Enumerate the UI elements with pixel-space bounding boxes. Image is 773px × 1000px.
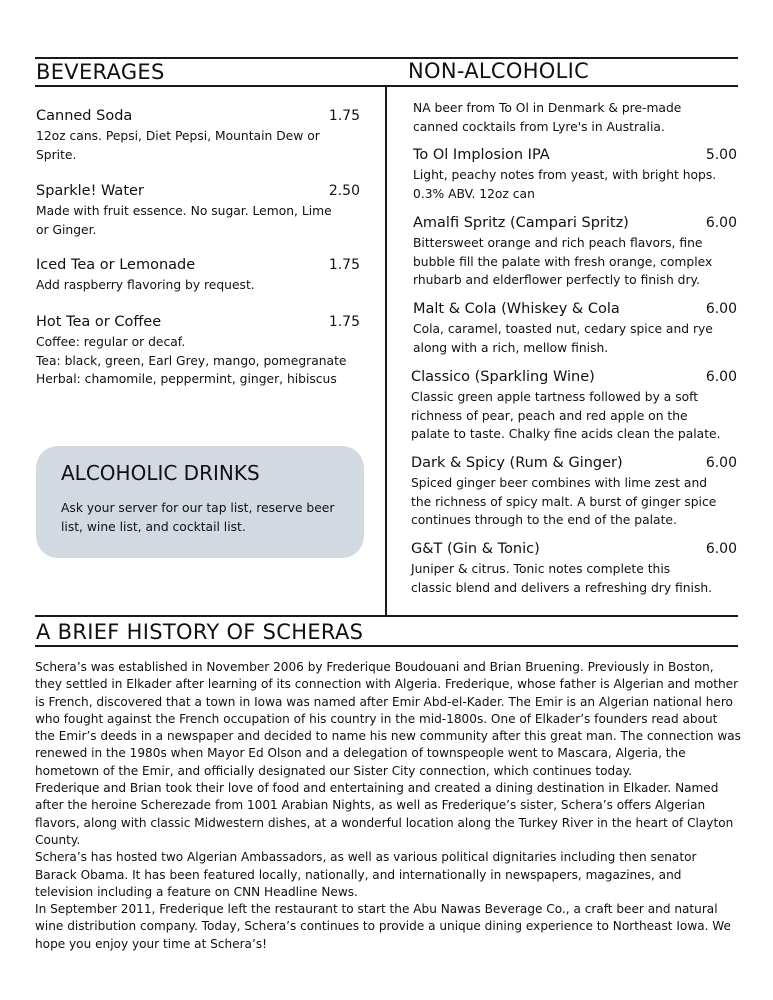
description-line: Sprite. (36, 147, 77, 162)
item-name: To Ol Implosion IPA (413, 147, 550, 163)
history-line: wine distribution company. Today, Schera’s continues to provide a unique dining experience to Northeast Iowa. We (35, 919, 731, 934)
item-name: Canned Soda (36, 108, 133, 124)
description-line: Juniper & citrus. Tonic notes complete this (411, 562, 671, 576)
item-name: Sparkle! Water (36, 183, 144, 199)
description-line: Herbal: chamomile, peppermint, ginger, hibiscus (36, 372, 337, 386)
item-name: Dark & Spicy (Rum & Ginger) (411, 455, 623, 471)
description-line: Made with fruit essence. No sugar. Lemon, Lime (36, 204, 332, 218)
description-line: classic blend and delivers a refreshing dry finish. (411, 580, 713, 595)
item-price: 6.00 (705, 541, 737, 557)
menu-item (36, 108, 360, 164)
item-description (411, 560, 737, 597)
item-price: 6.00 (705, 301, 737, 317)
description-line: Add raspberry flavoring by request. (36, 278, 255, 292)
description-line: palate to taste. Chalky fine acids clean the palate. (411, 427, 721, 441)
history-line: flavors, along with classic Midwestern dishes, at a wonderful location along the Turkey River in the heart of Clayton (35, 815, 734, 830)
description-line: Spiced ginger beer combines with lime zest and (411, 476, 708, 490)
description-line: Tea: black, green, Earl Grey, mango, pomegranate (36, 353, 347, 368)
history-line: after the heroine Scherezade from 1001 Arabian Nights, as well as Frederique’s sister, Schera’s offers Algerian (35, 798, 706, 813)
history-line: In September 2011, Frederique left the restaurant to start the Abu Nawas Beverage Co., a craft beer and natural (35, 902, 718, 917)
item-price: 6.00 (705, 215, 737, 231)
item-name: G&T (Gin & Tonic) (411, 541, 540, 557)
menu-item (413, 301, 737, 357)
description-line: Cola, caramel, toasted nut, cedary spice and rye (413, 322, 713, 336)
description-line: rhubarb and elderflower perfectly to finish dry. (413, 273, 700, 287)
menu-item (411, 541, 737, 597)
history-line: television including a feature on CNN Headline News. (35, 884, 358, 899)
history-title: A BRIEF HISTORY OF SCHERAS (36, 620, 364, 644)
column-divider (385, 86, 387, 616)
item-price: 1.75 (328, 314, 360, 330)
menu-item (411, 369, 737, 444)
description-line: Coffee: regular or decaf. (36, 335, 186, 349)
item-price: 6.00 (705, 369, 737, 385)
alcoholic-drinks-text (61, 499, 334, 536)
item-price: 2.50 (328, 183, 360, 199)
item-description (36, 202, 360, 239)
item-price: 6.00 (705, 455, 737, 471)
history-line: Schera’s was established in November 2006 by Frederique Boudouani and Brian Bruening. Previously in Boston, (35, 660, 714, 674)
history-line: Frederique and Brian took their love of food and entertaining and created a dining destination in Elkader. Named (35, 781, 719, 796)
item-description (36, 127, 360, 164)
item-description (36, 333, 360, 389)
history-line: is French, discovered that a town in Iowa was named after Emir Abd-el-Kader. The Emir is an Algerian national hero (35, 694, 733, 709)
description-line: Classic green apple tartness followed by a soft (411, 390, 699, 404)
menu-item (413, 147, 737, 203)
description-line: Bittersweet orange and rich peach flavors, fine (413, 236, 703, 250)
non-alcoholic-title: NON-ALCOHOLIC (408, 59, 590, 83)
top-rule-left (35, 57, 391, 59)
item-name: Malt & Cola (Whiskey & Cola (413, 301, 620, 317)
alcoholic-drinks-title: ALCOHOLIC DRINKS (61, 461, 260, 485)
history-top-rule (35, 615, 738, 617)
menu-item (36, 314, 360, 389)
menu-item (36, 183, 360, 239)
item-price: 1.75 (328, 108, 360, 124)
description-line: or Ginger. (36, 222, 97, 237)
item-name: Amalfi Spritz (Campari Spritz) (413, 215, 629, 231)
description-line: the richness of spicy malt. A burst of ginger spice (411, 494, 717, 509)
item-name: Classico (Sparkling Wine) (411, 369, 595, 385)
history-line: Barack Obama. It has been featured locally, nationally, and internationally in newspapers, magazines, and (35, 867, 682, 882)
callout-line: Ask your server for our tap list, reserve beer (61, 501, 335, 515)
intro-line: canned cocktails from Lyre's in Australia. (413, 119, 665, 134)
description-line: 12oz cans. Pepsi, Diet Pepsi, Mountain Dew or (36, 129, 320, 143)
description-line: continues through to the end of the palate. (411, 513, 677, 527)
beverages-title: BEVERAGES (36, 60, 165, 84)
item-description (411, 474, 737, 530)
item-description (411, 388, 737, 444)
description-line: Light, peachy notes from yeast, with bright hops. (413, 168, 717, 182)
alcoholic-drinks-callout (36, 446, 364, 558)
item-description (413, 234, 737, 290)
item-price: 5.00 (705, 147, 737, 163)
description-line: 0.3% ABV. 12oz can (413, 186, 535, 201)
item-description (413, 166, 737, 203)
menu-item (411, 455, 737, 530)
item-name: Hot Tea or Coffee (36, 314, 162, 330)
history-line: hope you enjoy your time at Schera’s! (35, 936, 267, 951)
item-price: 1.75 (328, 257, 360, 273)
intro-line: NA beer from To Ol in Denmark & pre-made (413, 101, 682, 115)
description-line: bubble fill the palate with fresh orange, complex (413, 254, 713, 269)
item-description (36, 276, 360, 295)
item-description (413, 320, 737, 357)
non-alcoholic-intro (413, 99, 681, 136)
history-line: County. (35, 832, 81, 847)
history-text (35, 659, 741, 953)
menu-item (413, 215, 737, 290)
history-line: the Emir’s deeds in a newspaper and decided to name his new community after this great man. The connection was (35, 729, 741, 744)
history-line: hometown of the Emir, and officially designated our Sister City connection, which continues today. (35, 763, 632, 778)
description-line: richness of pear, peach and red apple on the (411, 408, 688, 423)
history-line: renewed in the 1980s when Mayor Ed Olson and a delegation of townspeople went to Mascara, Algeria, the (35, 746, 686, 761)
history-line: Schera’s has hosted two Algerian Ambassadors, as well as various political dignitaries including then senator (35, 850, 697, 865)
callout-line: list, wine list, and cocktail list. (61, 519, 246, 534)
description-line: along with a rich, mellow finish. (413, 340, 609, 355)
history-line: who fought against the French occupation of his country in the mid-1800s. One of Elkader’s founders read about (35, 711, 718, 726)
menu-item (36, 257, 360, 295)
history-underline (35, 645, 738, 647)
item-name: Iced Tea or Lemonade (36, 257, 196, 273)
history-line: they settled in Elkader after learning of its connection with Algeria. Frederique, whose father is Algerian and mother (35, 677, 739, 692)
